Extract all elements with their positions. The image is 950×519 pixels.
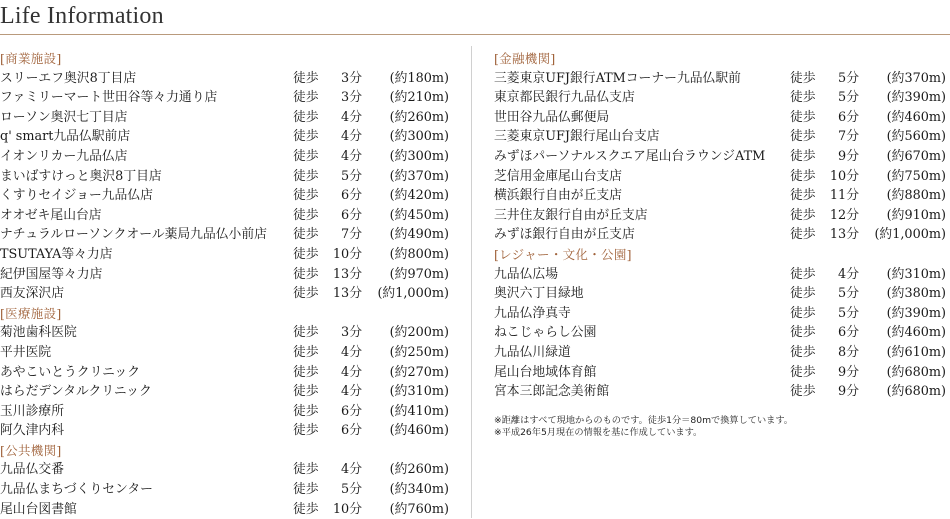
walk-label: 徒歩	[293, 109, 319, 125]
distance: (約420m)	[389, 188, 449, 204]
facility-name: ねこじゃらし公園	[494, 325, 597, 341]
walk-label: 徒歩	[293, 482, 319, 498]
distance: (約450m)	[389, 207, 449, 223]
walk-time: 5分	[838, 70, 859, 86]
facility-row	[0, 363, 455, 383]
distance: (約370m)	[886, 70, 946, 86]
facility-row	[494, 88, 950, 108]
walk-label: 徒歩	[790, 384, 816, 400]
distance: (約1,000m)	[874, 227, 946, 243]
walk-label: 徒歩	[790, 325, 816, 341]
walk-time: 13分	[332, 266, 362, 282]
walk-time: 9分	[838, 148, 859, 164]
distance: (約750m)	[886, 168, 946, 184]
walk-label: 徒歩	[293, 168, 319, 184]
distance: (約200m)	[389, 325, 449, 341]
walk-time: 6分	[341, 423, 362, 439]
walk-time: 6分	[341, 207, 362, 223]
distance: (約340m)	[389, 482, 449, 498]
footnote: ※距離はすべて現地からのものです。徒歩1分＝80mで換算しています。	[494, 415, 793, 426]
walk-label: 徒歩	[293, 364, 319, 380]
facility-name: 三菱東京UFJ銀行ATMコーナー九品仏駅前	[494, 70, 741, 86]
walk-label: 徒歩	[293, 129, 319, 145]
facility-name: 奥沢六丁目緑地	[494, 286, 584, 302]
walk-label: 徒歩	[293, 462, 319, 478]
right-column	[494, 49, 950, 402]
facility-row	[494, 127, 950, 147]
facility-name: ローソン奥沢七丁目店	[0, 109, 128, 125]
distance: (約560m)	[886, 129, 946, 145]
distance: (約250m)	[389, 344, 449, 360]
walk-time: 5分	[838, 90, 859, 106]
walk-time: 3分	[341, 70, 362, 86]
facility-name: 芝信用金庫尾山台支店	[494, 168, 622, 184]
distance: (約260m)	[389, 462, 449, 478]
walk-label: 徒歩	[293, 227, 319, 243]
distance: (約910m)	[886, 207, 946, 223]
walk-label: 徒歩	[293, 188, 319, 204]
column-divider	[471, 46, 472, 518]
walk-time: 4分	[838, 266, 859, 282]
facility-name: ナチュラルローソンクオール薬局九品仏小前店	[0, 227, 267, 243]
walk-time: 11分	[829, 188, 859, 204]
category-heading: [レジャー・文化・公園]	[494, 246, 632, 262]
walk-label: 徒歩	[790, 90, 816, 106]
walk-label: 徒歩	[293, 90, 319, 106]
facility-name: みずほパーソナルスクエア尾山台ラウンジATM	[494, 148, 766, 164]
walk-time: 5分	[838, 286, 859, 302]
walk-label: 徒歩	[790, 70, 816, 86]
facility-name: 尾山台図書館	[0, 501, 77, 517]
facility-row	[0, 460, 455, 480]
walk-label: 徒歩	[790, 266, 816, 282]
left-column	[0, 49, 455, 519]
facility-name: オオゼキ尾山台店	[0, 207, 102, 223]
walk-time: 6分	[341, 188, 362, 204]
facility-name: 九品仏まちづくりセンター	[0, 482, 153, 498]
walk-time: 9分	[838, 364, 859, 380]
facility-row	[0, 284, 455, 304]
walk-time: 5分	[341, 482, 362, 498]
facility-row	[494, 225, 950, 245]
facility-row	[0, 167, 455, 187]
facility-name: 横浜銀行自由が丘支店	[494, 188, 622, 204]
walk-time: 6分	[838, 109, 859, 125]
facility-row	[494, 304, 950, 324]
distance: (約260m)	[389, 109, 449, 125]
facility-name: 東京都民銀行九品仏支店	[494, 90, 635, 106]
facility-row	[494, 363, 950, 383]
facility-name: ファミリーマート世田谷等々力通り店	[0, 90, 218, 106]
facility-name: 世田谷九品仏郵便局	[494, 109, 610, 125]
facility-row	[0, 480, 455, 500]
walk-label: 徒歩	[790, 305, 816, 321]
walk-label: 徒歩	[790, 207, 816, 223]
facility-row	[0, 343, 455, 363]
facility-name: 九品仏広場	[494, 266, 558, 282]
facility-row	[494, 186, 950, 206]
facility-row	[494, 382, 950, 402]
distance: (約1,000m)	[377, 286, 449, 302]
facility-name: 西友深沢店	[0, 286, 64, 302]
facility-row	[494, 69, 950, 89]
distance: (約380m)	[886, 286, 946, 302]
facility-name: 宮本三郎記念美術館	[494, 384, 610, 400]
walk-time: 4分	[341, 129, 362, 145]
facility-row	[0, 206, 455, 226]
distance: (約460m)	[886, 109, 946, 125]
walk-time: 4分	[341, 364, 362, 380]
walk-time: 9分	[838, 384, 859, 400]
facility-name: 尾山台地域体育館	[494, 364, 597, 380]
facility-row	[0, 382, 455, 402]
walk-time: 10分	[332, 501, 362, 517]
facility-row	[0, 421, 455, 441]
distance: (約760m)	[389, 501, 449, 517]
walk-time: 5分	[341, 168, 362, 184]
walk-time: 12分	[829, 207, 859, 223]
walk-label: 徒歩	[293, 423, 319, 439]
walk-label: 徒歩	[293, 325, 319, 341]
facility-name: イオンリカー九品仏店	[0, 148, 128, 164]
walk-label: 徒歩	[293, 246, 319, 262]
facility-row	[494, 343, 950, 363]
facility-row	[494, 284, 950, 304]
walk-time: 5分	[838, 305, 859, 321]
walk-time: 4分	[341, 109, 362, 125]
distance: (約410m)	[389, 403, 449, 419]
facility-row	[0, 402, 455, 422]
facility-row	[494, 206, 950, 226]
facility-row	[0, 245, 455, 265]
facility-row	[0, 265, 455, 285]
distance: (約390m)	[886, 90, 946, 106]
distance: (約680m)	[886, 364, 946, 380]
distance: (約300m)	[389, 129, 449, 145]
walk-time: 4分	[341, 148, 362, 164]
facility-name: はらだデンタルクリニック	[0, 384, 152, 400]
walk-label: 徒歩	[293, 286, 319, 302]
walk-time: 4分	[341, 384, 362, 400]
facility-name: 三井住友銀行自由が丘支店	[494, 207, 648, 223]
facility-name: q' smart九品仏駅前店	[0, 129, 131, 145]
distance: (約210m)	[389, 90, 449, 106]
facility-row	[494, 265, 950, 285]
facility-row	[0, 88, 455, 108]
facility-row	[494, 323, 950, 343]
distance: (約460m)	[389, 423, 449, 439]
walk-label: 徒歩	[790, 364, 816, 380]
distance: (約370m)	[389, 168, 449, 184]
distance: (約680m)	[886, 384, 946, 400]
facility-row	[0, 108, 455, 128]
walk-time: 13分	[332, 286, 362, 302]
distance: (約970m)	[389, 266, 449, 282]
walk-time: 3分	[341, 325, 362, 341]
facility-name: くすりセイジョー九品仏店	[0, 188, 153, 204]
distance: (約800m)	[389, 246, 449, 262]
distance: (約310m)	[389, 384, 449, 400]
facility-name: スリーエフ奥沢8丁目店	[0, 70, 137, 86]
facility-row	[0, 500, 455, 519]
facility-name: あやこいとうクリニック	[0, 364, 140, 380]
walk-time: 4分	[341, 344, 362, 360]
walk-label: 徒歩	[293, 70, 319, 86]
walk-label: 徒歩	[790, 188, 816, 204]
distance: (約310m)	[886, 266, 946, 282]
walk-label: 徒歩	[293, 403, 319, 419]
category-heading: [金融機関]	[494, 51, 556, 66]
walk-label: 徒歩	[790, 148, 816, 164]
distance: (約490m)	[389, 227, 449, 243]
category-heading: [商業施設]	[0, 51, 62, 66]
distance: (約390m)	[886, 305, 946, 321]
walk-time: 10分	[332, 246, 362, 262]
walk-label: 徒歩	[293, 148, 319, 164]
walk-label: 徒歩	[293, 384, 319, 400]
title-underline	[0, 34, 950, 35]
facility-name: まいばすけっと奥沢8丁目店	[0, 168, 162, 184]
distance: (約270m)	[389, 364, 449, 380]
facility-row	[0, 69, 455, 89]
facility-name: 紀伊国屋等々力店	[0, 266, 103, 282]
facility-name: 九品仏川緑道	[494, 344, 571, 360]
footnotes	[494, 415, 793, 439]
walk-time: 6分	[838, 325, 859, 341]
facility-row	[494, 108, 950, 128]
facility-row	[0, 186, 455, 206]
facility-name: 九品仏浄真寺	[494, 305, 571, 321]
facility-name: 阿久津内科	[0, 423, 64, 439]
walk-time: 10分	[829, 168, 859, 184]
distance: (約460m)	[886, 325, 946, 341]
category-heading: [医療施設]	[0, 305, 62, 321]
walk-label: 徒歩	[790, 286, 816, 302]
walk-label: 徒歩	[293, 266, 319, 282]
distance: (約880m)	[886, 188, 946, 204]
facility-name: 三菱東京UFJ銀行尾山台支店	[494, 129, 660, 145]
facility-name: TSUTAYA等々力店	[0, 246, 113, 262]
walk-label: 徒歩	[293, 501, 319, 517]
facility-row	[494, 167, 950, 187]
facility-row	[494, 147, 950, 167]
distance: (約300m)	[389, 148, 449, 164]
walk-label: 徒歩	[790, 344, 816, 360]
walk-label: 徒歩	[293, 344, 319, 360]
facility-name: 玉川診療所	[0, 403, 64, 419]
footnote: ※平成26年5月現在の情報を基に作成しています。	[494, 427, 703, 438]
walk-label: 徒歩	[790, 168, 816, 184]
page-title: Life Information	[0, 3, 164, 29]
walk-label: 徒歩	[790, 227, 816, 243]
category-heading: [公共機関]	[0, 442, 62, 458]
walk-label: 徒歩	[790, 129, 816, 145]
facility-name: 菊池歯科医院	[0, 325, 77, 341]
walk-label: 徒歩	[293, 207, 319, 223]
facility-row	[0, 225, 455, 245]
distance: (約180m)	[389, 70, 449, 86]
distance: (約610m)	[886, 344, 946, 360]
facility-row	[0, 147, 455, 167]
walk-time: 13分	[829, 227, 859, 243]
facility-row	[0, 323, 455, 343]
facility-row	[0, 127, 455, 147]
walk-time: 7分	[341, 227, 362, 243]
facility-name: 九品仏交番	[0, 462, 64, 478]
distance: (約670m)	[886, 148, 946, 164]
walk-time: 8分	[838, 344, 859, 360]
walk-time: 7分	[838, 129, 859, 145]
walk-time: 4分	[341, 462, 362, 478]
facility-name: みずほ銀行自由が丘支店	[494, 227, 635, 243]
walk-time: 3分	[341, 90, 362, 106]
facility-name: 平井医院	[0, 344, 52, 360]
walk-time: 6分	[341, 403, 362, 419]
walk-label: 徒歩	[790, 109, 816, 125]
